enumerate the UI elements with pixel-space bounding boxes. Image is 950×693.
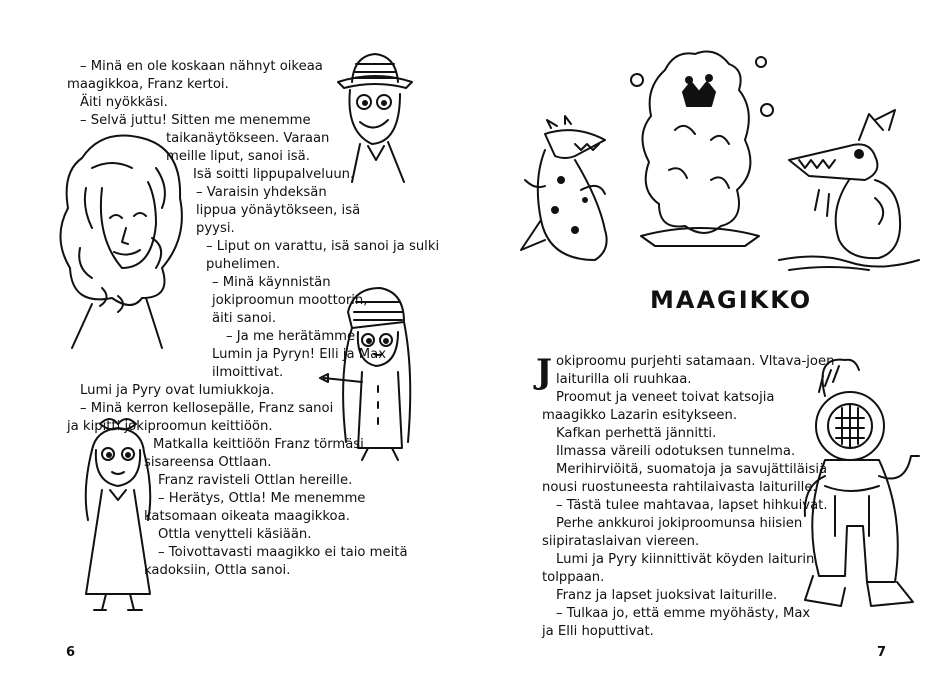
- text-line: – Varaisin yhdeksän: [196, 185, 327, 200]
- text-line: maagikkoa, Franz kertoi.: [67, 77, 229, 92]
- text-line: – Tästä tulee mahtavaa, lapset hihkuivat.: [556, 498, 828, 513]
- right-page: [475, 0, 950, 693]
- text-line: – Liput on varattu, isä sanoi ja sulki: [206, 239, 440, 254]
- chapter-title: MAAGIKKO: [650, 286, 813, 314]
- text-line: Merihirviöitä, suomatoja ja savujättiläisiä: [556, 462, 828, 477]
- page-number: 6: [66, 645, 76, 660]
- text-line: Ilmassa väreili odotuksen tunnelma.: [556, 444, 796, 459]
- drop-cap: J: [536, 352, 553, 392]
- text-line: tolppaan.: [542, 570, 605, 585]
- text-line: Kafkan perhettä jännitti.: [556, 426, 717, 441]
- text-line: äiti sanoi.: [212, 311, 277, 326]
- boy-with-hat-illustration: [330, 42, 420, 192]
- text-line: lippua yönäytökseen, isä: [196, 203, 361, 218]
- text-line: ilmoittivat.: [212, 365, 284, 380]
- text-line: Äiti nyökkäsi.: [80, 95, 168, 110]
- text-line: sisareensa Ottlaan.: [144, 455, 272, 470]
- text-line: siipirataslaivan viereen.: [542, 534, 700, 549]
- text-line: – Ja me herätämme: [226, 329, 356, 344]
- dragon-illustration: [515, 120, 615, 270]
- text-line: jokiproomun moottorin,: [212, 293, 368, 308]
- text-line: Matkalla keittiöön Franz törmäsi: [153, 437, 364, 452]
- text-line: okiproomu purjehti satamaan. Vltava-joen: [556, 354, 835, 369]
- text-line: maagikko Lazarin esitykseen.: [542, 408, 738, 423]
- text-line: ja Elli hoputtivat.: [542, 624, 654, 639]
- text-line: pyysi.: [196, 221, 235, 236]
- mother-illustration: [52, 128, 192, 348]
- text-line: nousi ruostuneesta rahtilaivasta laiturille.: [542, 480, 817, 495]
- text-line: Lumin ja Pyryn! Elli ja Max: [212, 347, 387, 362]
- text-line: Franz ja lapset juoksivat laiturille.: [556, 588, 778, 603]
- text-line: puhelimen.: [206, 257, 281, 272]
- girl-with-beanie-illustration: [318, 282, 418, 462]
- text-line: laiturilla oli ruuhkaa.: [556, 372, 692, 387]
- text-line: Ottla venytteli käsiään.: [158, 527, 312, 542]
- crocodile-monster-illustration: [779, 100, 919, 275]
- text-line: meille liput, sanoi isä.: [166, 149, 310, 164]
- text-line: Isä soitti lippupalveluun.: [193, 167, 355, 182]
- text-line: Lumi ja Pyry kiinnittivät köyden laiturin: [556, 552, 815, 567]
- text-line: taikanäytökseen. Varaan: [166, 131, 330, 146]
- smoke-giant-illustration: [625, 40, 775, 250]
- text-line: Franz ravisteli Ottlan hereille.: [158, 473, 353, 488]
- text-line: – Minä kerron kellosepälle, Franz sanoi: [80, 401, 334, 416]
- text-line: ja kipitti jokiproomun keittiöön.: [67, 419, 273, 434]
- diver-illustration: [795, 356, 925, 626]
- text-line: – Minä en ole koskaan nähnyt oikeaa: [80, 59, 323, 74]
- text-line: Lumi ja Pyry ovat lumiukkoja.: [80, 383, 275, 398]
- text-line: – Herätys, Ottla! Me menemme: [158, 491, 366, 506]
- text-line: – Selvä juttu! Sitten me menemme: [80, 113, 311, 128]
- text-line: Perhe ankkuroi jokiproomunsa hiisien: [556, 516, 803, 531]
- text-line: katsomaan oikeata maagikkoa.: [144, 509, 350, 524]
- text-line: – Minä käynnistän: [212, 275, 331, 290]
- text-line: – Toivottavasti maagikko ei taio meitä: [158, 545, 408, 560]
- text-line: Proomut ja veneet toivat katsojia: [556, 390, 775, 405]
- text-line: kadoksiin, Ottla sanoi.: [144, 563, 291, 578]
- page-number: 7: [877, 645, 887, 660]
- text-line: – Tulkaa jo, että emme myöhästy, Max: [556, 606, 811, 621]
- girl-with-bow-illustration: [72, 410, 162, 616]
